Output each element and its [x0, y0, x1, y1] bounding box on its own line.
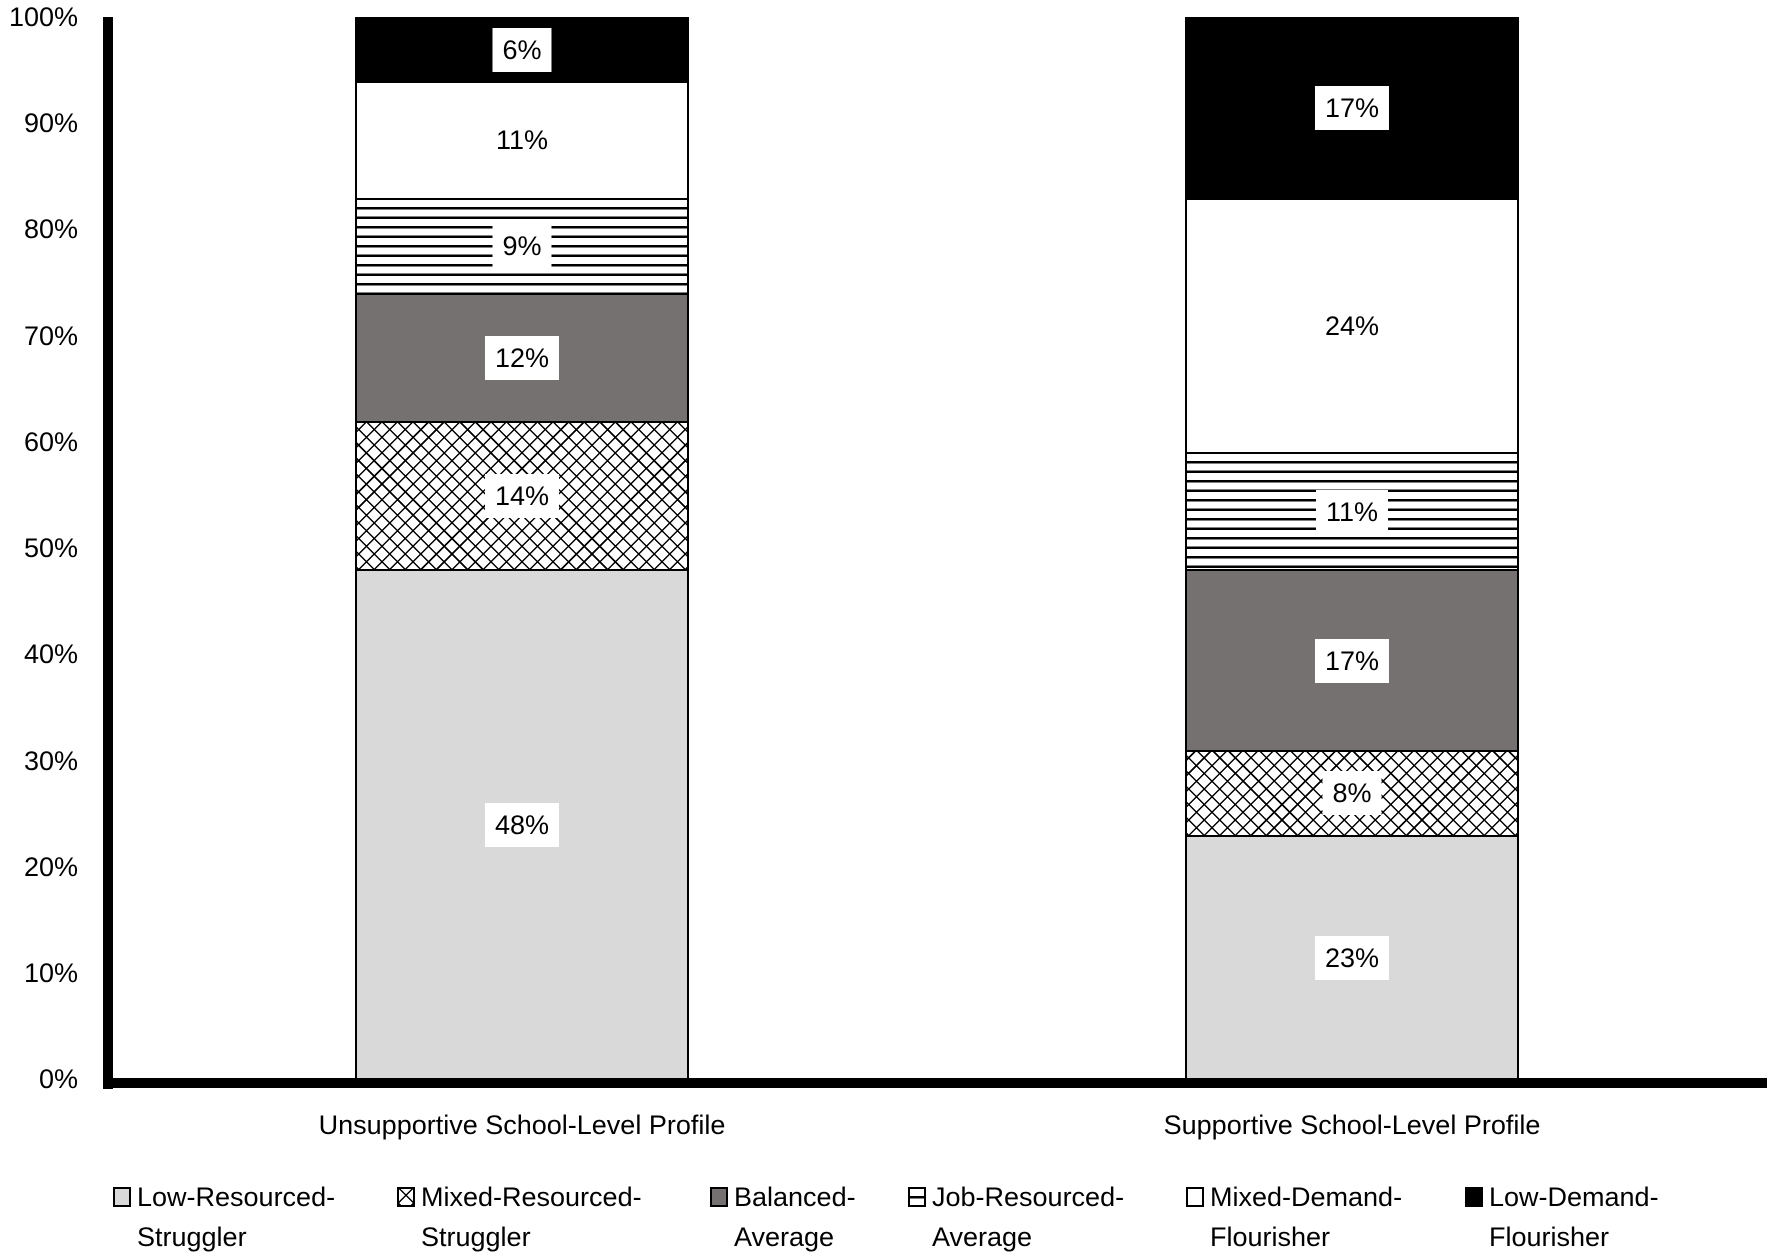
y-tick: 10%: [23, 958, 78, 988]
y-tick: 80%: [23, 214, 78, 244]
y-tick: 60%: [23, 427, 78, 457]
data-label: 24%: [1324, 310, 1380, 341]
bar-segment: [1185, 835, 1519, 1079]
data-label: 9%: [492, 224, 551, 268]
y-tick: 100%: [8, 2, 78, 32]
bar-segment: [1185, 569, 1519, 750]
y-axis-line: [103, 17, 113, 1089]
data-label: 23%: [1315, 936, 1389, 980]
legend-swatch-icon: [113, 1187, 131, 1207]
y-tick: 70%: [23, 321, 78, 351]
y-tick: 90%: [23, 108, 78, 138]
bar-segment: [355, 17, 689, 81]
y-tick: 30%: [23, 746, 78, 776]
legend-swatch-icon: [1465, 1187, 1483, 1207]
legend-swatch-icon: [908, 1187, 926, 1207]
y-tick: 20%: [23, 852, 78, 882]
data-label: 17%: [1315, 86, 1389, 130]
legend-label: Mixed-Resourced- Struggler: [421, 1182, 642, 1252]
bar-segment: [355, 198, 689, 294]
y-tick: 0%: [38, 1064, 78, 1094]
data-label: 8%: [1322, 771, 1381, 815]
legend-swatch-icon: [710, 1187, 728, 1207]
data-label: 12%: [485, 336, 559, 380]
data-label: 11%: [495, 125, 549, 156]
legend-label: Job-Resourced- Average: [932, 1182, 1125, 1252]
bar-segment: [1185, 750, 1519, 835]
data-label: 6%: [492, 28, 551, 72]
bar-segment: [355, 421, 689, 570]
bar-supportive: [1185, 17, 1519, 1079]
bar-segment: [1185, 17, 1519, 198]
bar-segment: [355, 81, 689, 198]
legend-swatch-icon: [1186, 1187, 1204, 1207]
data-label: 11%: [1316, 490, 1388, 534]
data-label: 14%: [485, 474, 559, 518]
legend-swatch-icon: [397, 1187, 415, 1207]
bar-segment: [355, 293, 689, 420]
y-tick: 50%: [23, 533, 78, 563]
x-category-label: Supportive School-Level Profile: [1163, 1110, 1541, 1140]
legend-label: Low-Demand- Flourisher: [1489, 1182, 1659, 1252]
data-label: 48%: [485, 803, 559, 847]
x-axis-line: [103, 1078, 1767, 1088]
legend-label: Balanced- Average: [734, 1182, 856, 1252]
bar-unsupportive: [355, 17, 689, 1079]
bar-segment: [1185, 198, 1519, 453]
x-category-label: Unsupportive School-Level Profile: [318, 1110, 726, 1140]
legend-label: Low-Resourced- Struggler: [137, 1182, 336, 1252]
bar-segment: [355, 569, 689, 1079]
y-tick: 40%: [23, 639, 78, 669]
legend-label: Mixed-Demand- Flourisher: [1210, 1182, 1403, 1252]
data-label: 17%: [1315, 639, 1389, 683]
bar-segment: [1185, 452, 1519, 569]
